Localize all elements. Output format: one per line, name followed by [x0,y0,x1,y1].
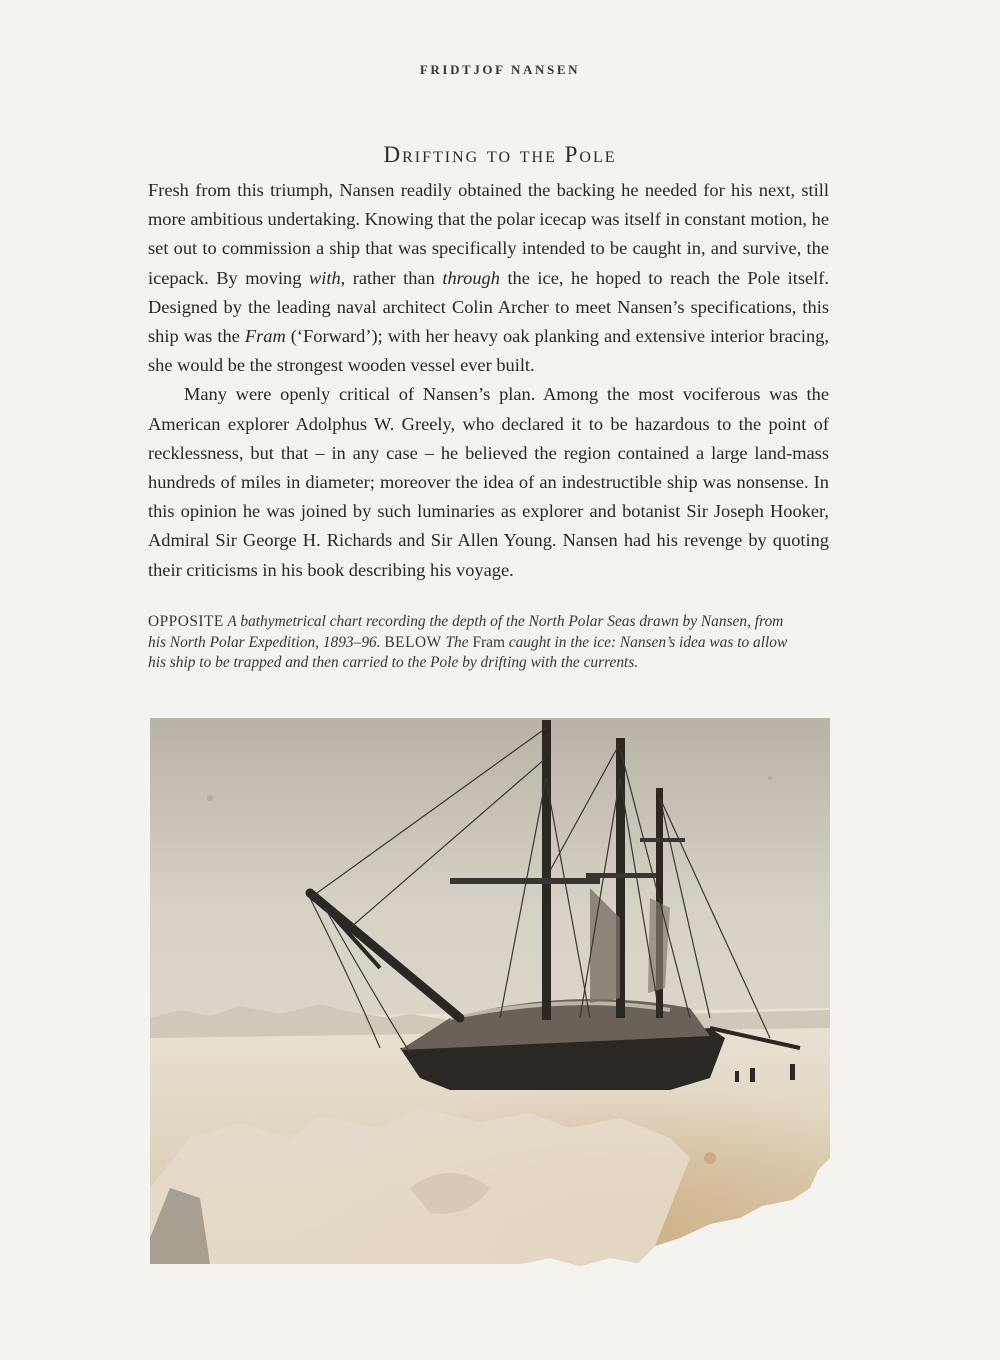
body-text [148,176,829,585]
photo-caption: OPPOSITE A bathymetrical chart recording the depth of the North Polar Seas drawn by Nansen, from his North Polar Expedition, 1893–96. BELOW The Fram caught in the ice: Nansen’s idea was to allow his ship to be trapped and then carried to the Pole by drifting with the currents. [148,613,788,671]
paragraph-1: Fresh from this triumph, Nansen readily obtained the backing he needed for his next, still more ambitious undertaking. Knowing that the polar icecap was itself in constant motion, he set out to commission a ship that was specifically intended to be caught in, and survive, the icepack. By moving with, rather than through the ice, he hoped to reach the Pole itself. Designed by the leading naval architect Colin Archer to meet Nansen’s specifications, this ship was the Fram (‘Forward’); with her heavy oak planking and extensive interior bracing, she would be the strongest wooden vessel ever built. [148,180,830,376]
running-head: FRIDTJOF NANSEN [419,62,581,77]
fram-ship-photo [150,718,830,1270]
paragraph-2: Many were openly critical of Nansen’s plan. Among the most vociferous was the American explorer Adolphus W. Greely, who declared it to be hazardous to the point of recklessness, but that – in any case – he believed the region contained a large land-mass hundreds of miles in diameter; moreover the idea of an indestructible ship was nonsense. In this opinion he was joined by such luminaries as explorer and botanist Sir Joseph Hooker, Admiral Sir George H. Richards and Sir Allen Young. Nansen had his revenge by quoting their criticisms in his book describing his voyage. [148,384,829,580]
section-title: Drifting to the Pole [383,142,617,167]
ship-in-ice-illustration [150,718,830,1270]
